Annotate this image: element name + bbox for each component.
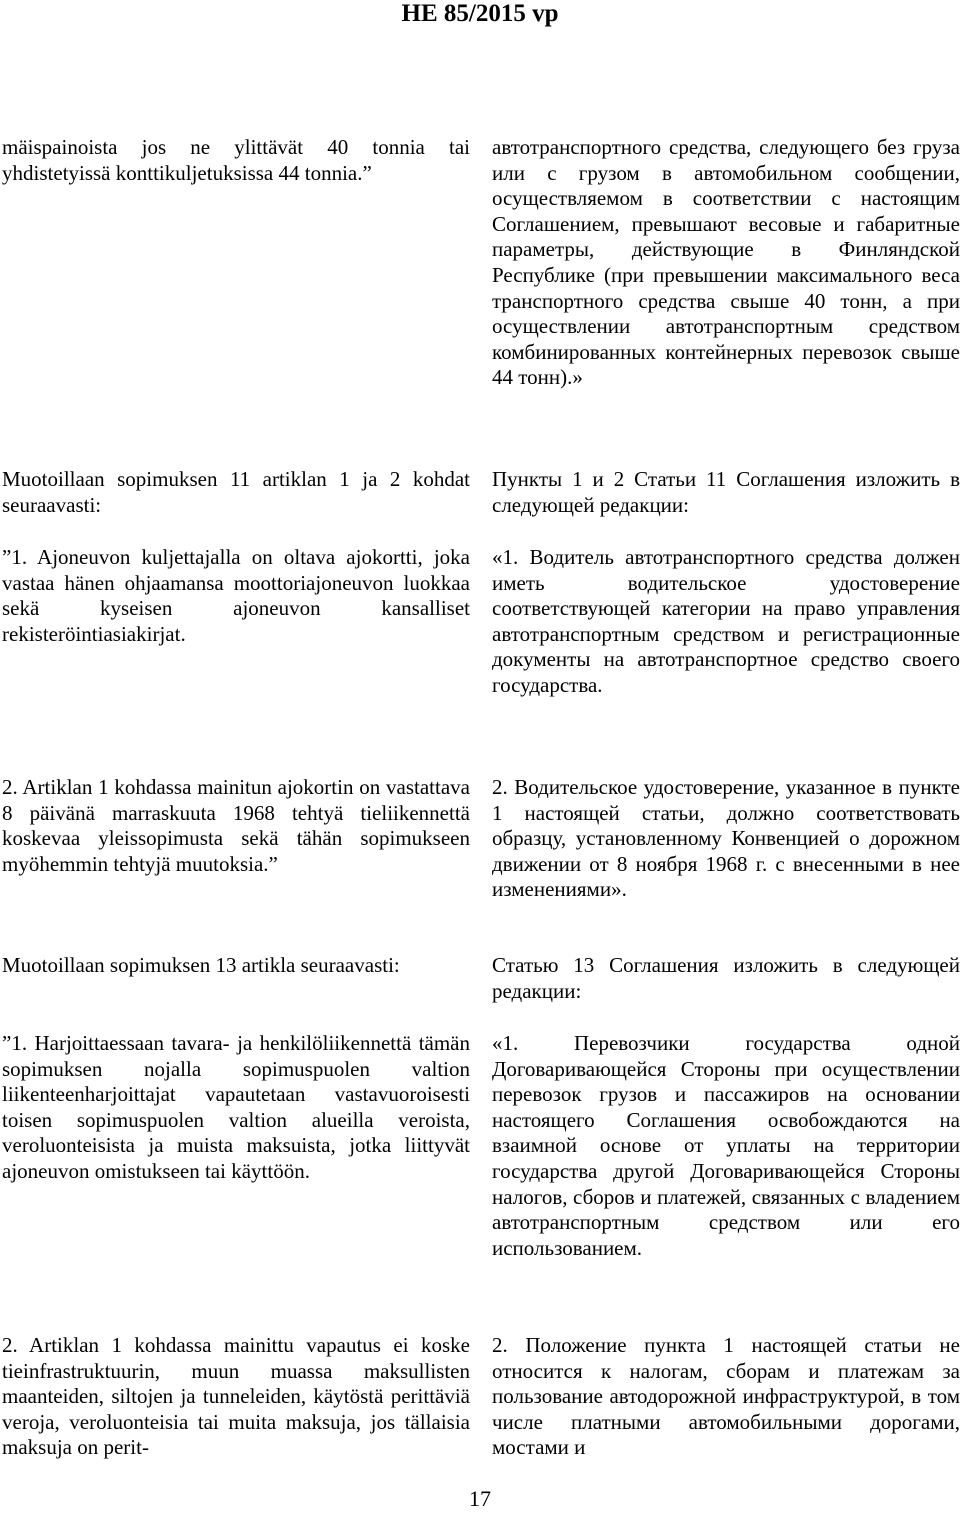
ru-paragraph-1: автотранспортного средства, следующего без груза или с грузом в автомобильном сообщении, осуществляемом в соответствии с настоящим Соглашением, превышают весовые и габаритные параметры, действующие в Финляндской Республике (при превышении максимального веса транспортного средства свыше 40 тонн, а при осуществлении автотранспортным средством комбинированных контейнерных перевозок свыше 44 тонн).» (492, 135, 960, 390)
ru-paragraph-7: 2. Положение пункта 1 настоящей статьи не относится к налогам, сборам и платежам за пользование автодорожной инфраструктурой, в том числе платными автомобильными дорогами, мостами и (492, 1333, 960, 1460)
fi-paragraph-7: 2. Artiklan 1 kohdassa mainittu vapautus ei koske tieinfrastruktuurin, muun muassa maksullisten maanteiden, siltojen ja tunneleiden, käytöstä perittäviä veroja, veroluonteisia tai muita maksuja, jos tällaisia maksuja on perit- (2, 1333, 470, 1460)
fi-paragraph-4: 2. Artiklan 1 kohdassa mainitun ajokortin on vastattava 8 päivänä marraskuuta 1968 tehtyä tieliikennettä koskevaa yleissopimusta sekä tähän sopimukseen myöhemmin tehtyjä muutoksia.” (2, 775, 470, 876)
document-header (0, 0, 960, 28)
document-id: HE 85/2015 vp (401, 0, 559, 27)
fi-paragraph-3: ”1. Ajoneuvon kuljettajalla on oltava ajokortti, joka vastaa hänen ohjaamansa moottoriajoneuvon luokkaa sekä kyseisen ajoneuvon kansalliset rekisteröintiasiakirjat. (2, 545, 470, 646)
ru-paragraph-3: «1. Водитель автотранспортного средства должен иметь водительское удостоверение соответствующей категории на право управления автотранспортным средством и регистрационные документы на автотранспортное средство своего государства. (492, 545, 960, 697)
fi-paragraph-5: Muotoillaan sopimuksen 13 artikla seuraavasti: (2, 953, 400, 977)
fi-paragraph-1: mäispainoista jos ne ylittävät 40 tonnia tai yhdistetyissä konttikuljetuksissa 44 tonnia.” (2, 135, 470, 185)
page-number: 17 (469, 1486, 491, 1511)
fi-paragraph-2: Muotoillaan sopimuksen 11 artiklan 1 ja 2 kohdat seuraavasti: (2, 467, 470, 517)
fi-paragraph-6: ”1. Harjoittaessaan tavara- ja henkilöliikennettä tämän sopimuksen nojalla sopimuspuolen valtion liikenteenharjoittajat vapautetaan vastavuoroisesti toisen sopimuspuolen valtion alueilla veroista, veroluonteisista ja muista maksuista, jotka liittyvät ajoneuvon omistukseen tai käyttöön. (2, 1031, 470, 1183)
ru-paragraph-5: Статью 13 Соглашения изложить в следующей редакции: (492, 953, 960, 1003)
ru-paragraph-6: «1. Перевозчики государства одной Договаривающейся Стороны при осуществлении перевозок грузов и пассажиров на основании настоящего Соглашения освобождаются на взаимной основе от уплаты на территории государства другой Договаривающейся Стороны налогов, сборов и платежей, связанных с владением автотранспортным средством или его использованием. (492, 1031, 960, 1260)
ru-paragraph-4: 2. Водительское удостоверение, указанное в пункте 1 настоящей статьи, должно соответствовать образцу, установленному Конвенцией о дорожном движении от 8 ноября 1968 г. с внесенными в нее изменениями». (492, 775, 960, 902)
ru-paragraph-2: Пункты 1 и 2 Статьи 11 Соглашения изложить в следующей редакции: (492, 467, 960, 517)
